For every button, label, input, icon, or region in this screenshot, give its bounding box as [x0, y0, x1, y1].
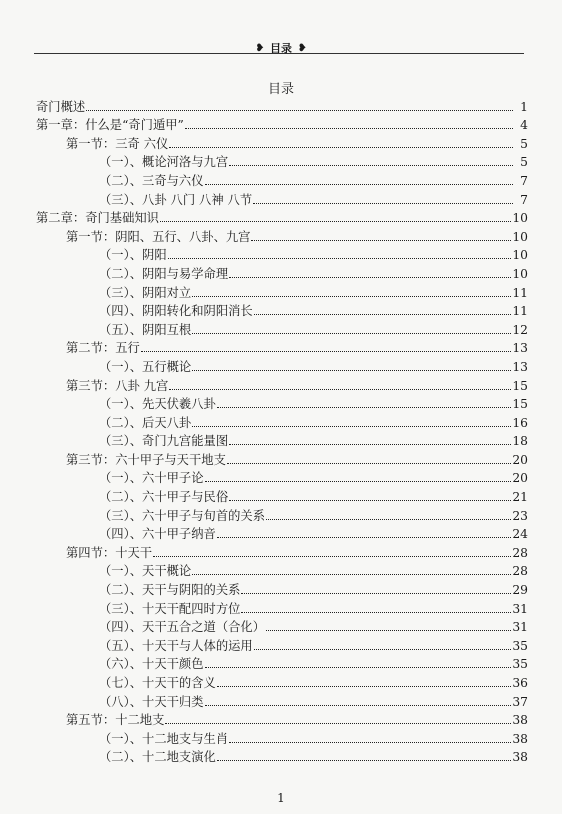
toc-entry [36, 430, 528, 449]
dot-leader [205, 705, 512, 706]
dot-leader [217, 407, 512, 408]
toc-entry [36, 634, 528, 653]
toc-entry [36, 727, 528, 746]
toc-entry-page: 13 [512, 359, 528, 374]
toc-entry-title: （三）、八卦 八门 八神 八节 [99, 192, 253, 207]
toc-entry [36, 467, 528, 486]
toc-entry-page: 15 [512, 378, 528, 393]
toc-entry-page: 16 [512, 415, 528, 430]
right-ornament-icon: ❥ [298, 42, 307, 54]
dot-leader [227, 463, 511, 464]
toc-entry-title: （一）、概论河洛与九宫 [99, 155, 229, 170]
dot-leader [141, 351, 512, 352]
toc-entry-page: 18 [512, 434, 528, 449]
toc-entry-title: （八）、十天干归类 [99, 694, 204, 709]
toc-entry-page: 29 [512, 583, 528, 598]
toc-entry-title: 奇门概述 [36, 99, 86, 114]
toc-entry-title: （二）、六十甲子与民俗 [99, 490, 229, 505]
toc-entry [36, 281, 528, 300]
toc-entry-title: 第二章：奇门基础知识 [36, 211, 159, 226]
toc-entry-page: 5 [520, 155, 528, 170]
toc-entry-page: 35 [512, 657, 528, 672]
toc-entry-page: 28 [512, 564, 528, 579]
toc-entry [36, 262, 528, 281]
toc-entry [36, 337, 528, 356]
toc-entry [36, 709, 528, 728]
dot-leader [217, 760, 512, 761]
toc-entry-page: 20 [512, 471, 528, 486]
toc-entry-title: （一）、天干概论 [99, 564, 192, 579]
toc-entry-page: 12 [512, 322, 528, 337]
toc-entry-title: （一）、五行概论 [99, 359, 192, 374]
toc-entry [36, 746, 528, 765]
running-title: 目录 [270, 42, 292, 55]
toc-entry [36, 541, 528, 560]
dot-leader [205, 481, 512, 482]
toc-entry-title: （二）、后天八卦 [99, 415, 192, 430]
toc-entry-title: （二）、十二地支演化 [99, 750, 216, 765]
dot-leader [185, 128, 513, 129]
dot-leader [253, 203, 513, 204]
dot-leader [160, 221, 511, 222]
toc-entry [36, 225, 528, 244]
dot-leader [168, 258, 512, 259]
header-rule [34, 53, 524, 54]
toc-entry-title: （四）、天干五合之道（合化） [99, 620, 266, 635]
toc-entry-page: 7 [520, 173, 528, 188]
dot-leader [229, 165, 513, 166]
toc-entry-title: （一）、六十甲子论 [99, 471, 204, 486]
toc-entry [36, 560, 528, 579]
toc-entry [36, 393, 528, 412]
left-ornament-icon: ❥ [255, 42, 264, 54]
toc-entry [36, 169, 528, 188]
toc-entry [36, 653, 528, 672]
toc-entry-page: 4 [520, 118, 528, 133]
toc-entry [36, 151, 528, 170]
dot-leader [229, 277, 511, 278]
toc-entry-page: 38 [512, 713, 528, 728]
toc-entry-title: （六）、十天干颜色 [99, 657, 204, 672]
toc-entry-page: 7 [520, 192, 528, 207]
toc-entry [36, 300, 528, 319]
toc-entry-title: （二）、天干与阴阳的关系 [99, 583, 241, 598]
toc-entry [36, 207, 528, 226]
toc-entry-title: （五）、阴阳互根 [99, 322, 192, 337]
toc-entry-title: 第一节：阴阳、五行、八卦、九宫 [66, 229, 251, 244]
toc-entry-title: （二）、三奇与六仪 [99, 173, 204, 188]
toc-entry-title: （四）、阴阳转化和阴阳消长 [99, 304, 253, 319]
toc-entry-title: （三）、六十甲子与旬首的关系 [99, 508, 266, 523]
toc-entry-page: 11 [512, 304, 528, 319]
toc-entry-title: （七）、十天干的含义 [99, 676, 216, 690]
toc-entry-title: （一）、阴阳 [99, 248, 167, 263]
toc-entry [36, 188, 528, 207]
toc-entry-title: （三）、十天干配四时方位 [99, 601, 241, 616]
toc-entry-page: 36 [512, 676, 528, 690]
dot-leader [169, 147, 513, 148]
dot-leader [229, 444, 511, 445]
toc-entry-page: 20 [512, 452, 528, 467]
toc-entry-page: 31 [512, 620, 528, 635]
toc-entry-page: 21 [512, 490, 528, 505]
page-number: 1 [277, 791, 285, 805]
dot-leader [153, 556, 511, 557]
toc-entry [36, 523, 528, 542]
dot-leader [254, 649, 512, 650]
toc-entry-title: 第三节：八卦 九宫 [66, 378, 169, 393]
toc-entry-page: 13 [512, 341, 528, 356]
table-of-contents [36, 95, 528, 764]
dot-leader [251, 240, 511, 241]
dot-leader [86, 110, 513, 111]
dot-leader [266, 630, 511, 631]
toc-entry [36, 671, 528, 690]
toc-entry [36, 448, 528, 467]
toc-entry [36, 616, 528, 635]
toc-entry-title: （三）、奇门九宫能量图 [99, 434, 229, 449]
dot-leader [192, 574, 511, 575]
toc-entry-page: 11 [512, 285, 528, 300]
toc-entry [36, 411, 528, 430]
toc-entry-title: （四）、六十甲子纳音 [99, 527, 216, 542]
dot-leader [165, 723, 511, 724]
dot-leader [229, 742, 511, 743]
dot-leader [254, 314, 512, 315]
toc-entry-page: 10 [512, 266, 528, 281]
dot-leader [192, 333, 511, 334]
toc-entry-page: 28 [512, 545, 528, 560]
dot-leader [229, 500, 511, 501]
toc-entry-page: 10 [512, 229, 528, 244]
toc-entry [36, 95, 528, 114]
toc-entry-title: 第五节：十二地支 [66, 713, 165, 728]
toc-entry-title: 第一章：什么是“奇门遁甲” [36, 118, 184, 133]
toc-entry-title: （二）、阴阳与易学命理 [99, 266, 229, 281]
dot-leader [205, 184, 513, 185]
toc-entry-title: 第一节：三奇 六仪 [66, 136, 169, 151]
toc-entry-page: 5 [520, 136, 528, 151]
dot-leader [241, 612, 511, 613]
dot-leader [192, 426, 511, 427]
toc-entry-page: 38 [512, 750, 528, 765]
dot-leader [217, 686, 512, 687]
toc-entry [36, 690, 528, 709]
toc-entry-title: 第二节：五行 [66, 341, 140, 356]
toc-entry-page: 1 [520, 99, 528, 114]
toc-entry-page: 31 [512, 601, 528, 616]
toc-entry [36, 114, 528, 133]
toc-entry-title: （一）、先天伏羲八卦 [99, 397, 216, 412]
toc-entry [36, 374, 528, 393]
toc-entry [36, 597, 528, 616]
toc-entry-title: 第四节：十天干 [66, 545, 153, 560]
toc-entry-title: （三）、阴阳对立 [99, 285, 192, 300]
toc-entry [36, 355, 528, 374]
dot-leader [169, 389, 511, 390]
dot-leader [217, 537, 512, 538]
dot-leader [241, 593, 511, 594]
toc-entry-page: 10 [512, 211, 528, 226]
toc-entry-title: （五）、十天干与人体的运用 [99, 638, 253, 653]
toc-entry [36, 485, 528, 504]
toc-entry-page: 23 [512, 508, 528, 523]
toc-entry [36, 132, 528, 151]
dot-leader [266, 519, 511, 520]
dot-leader [192, 296, 511, 297]
toc-entry [36, 244, 528, 263]
toc-entry-page: 38 [512, 731, 528, 746]
toc-entry-page: 35 [512, 638, 528, 653]
toc-title: 目录 [267, 82, 294, 97]
toc-entry [36, 578, 528, 597]
dot-leader [205, 667, 512, 668]
toc-entry [36, 318, 528, 337]
toc-entry-page: 37 [512, 694, 528, 709]
toc-entry-title: （一）、十二地支与生肖 [99, 731, 229, 746]
toc-entry-page: 24 [512, 527, 528, 542]
dot-leader [192, 370, 511, 371]
toc-entry-page: 10 [512, 248, 528, 263]
toc-entry-title: 第三节：六十甲子与天干地支 [66, 452, 226, 467]
toc-entry-page: 15 [512, 397, 528, 412]
toc-entry [36, 504, 528, 523]
